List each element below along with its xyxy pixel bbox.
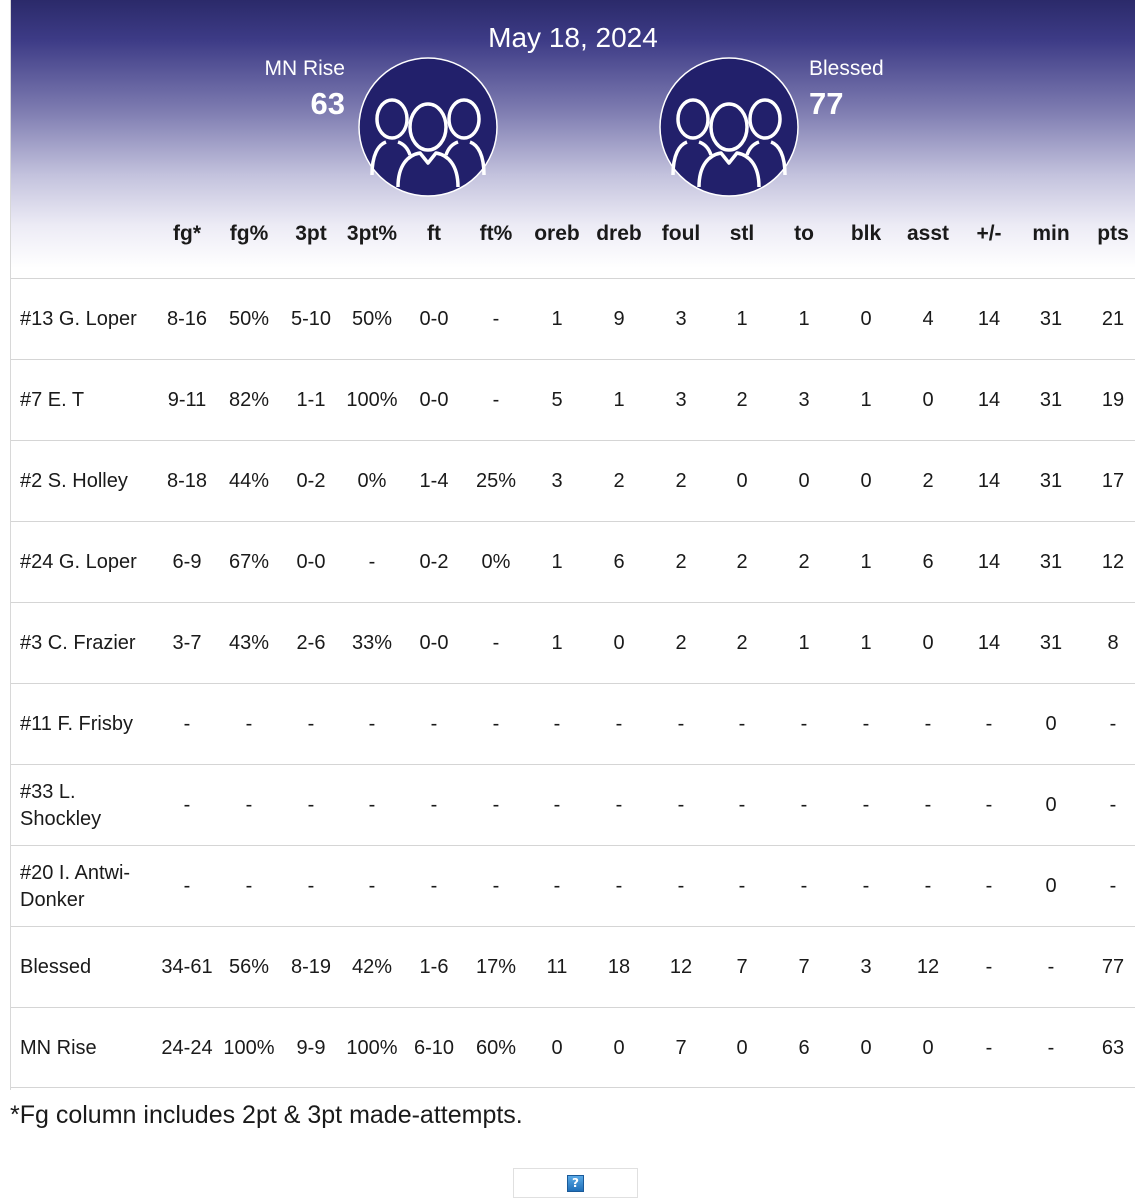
stat-cell: 50%	[228, 308, 270, 330]
stat-cell: 2	[613, 470, 625, 492]
stat-cell: 21	[1101, 308, 1125, 330]
stat-cell: 1-6	[419, 956, 449, 978]
stat-cell: 0	[922, 389, 934, 411]
stat-cell: 1	[860, 551, 872, 573]
stat-cell: -	[492, 389, 500, 411]
stat-cell: -	[245, 794, 253, 816]
stat-cell: 0	[736, 470, 748, 492]
column-header-4[interactable]: ft	[427, 222, 441, 245]
stat-cell: 31	[1039, 470, 1063, 492]
stat-cell: -	[553, 875, 561, 897]
stat-cell: 3-7	[172, 632, 202, 654]
stat-cell: 77	[1101, 956, 1125, 978]
stat-cell: 12	[1101, 551, 1125, 573]
stat-cell: 0-2	[419, 551, 449, 573]
help-icon[interactable]: ?	[567, 1175, 584, 1192]
team-name-cell: Blessed	[20, 956, 92, 978]
stat-cell: -	[985, 713, 993, 735]
stat-cell: -	[615, 713, 623, 735]
stat-cell: 0-2	[296, 470, 326, 492]
footnote: *Fg column includes 2pt & 3pt made-attempts.	[10, 1101, 523, 1129]
stat-cell: 1-1	[296, 389, 326, 411]
stat-cell: -	[800, 794, 808, 816]
stat-cell: 43%	[228, 632, 270, 654]
stat-cell: -	[492, 713, 500, 735]
stat-cell: 8	[1107, 632, 1119, 654]
stat-cell: 2	[675, 470, 687, 492]
stat-cell: 0	[736, 1037, 748, 1059]
stat-cell: 100%	[346, 1037, 398, 1059]
stat-cell: 6-9	[172, 551, 202, 573]
player-name: #24 G. Loper	[20, 551, 137, 573]
stat-cell: 2	[675, 632, 687, 654]
player-name: #11 F. Frisby	[20, 713, 133, 735]
stat-cell: -	[738, 713, 746, 735]
stat-cell: 3	[860, 956, 872, 978]
stat-cell: 0	[798, 470, 810, 492]
stat-cell: 1	[736, 308, 748, 330]
stat-cell: -	[553, 713, 561, 735]
team-name-cell: MN Rise	[20, 1037, 97, 1059]
stat-cell: -	[738, 794, 746, 816]
stat-cell: 1	[551, 632, 563, 654]
stat-cell: 17	[1101, 470, 1125, 492]
column-header-3[interactable]: 3pt%	[346, 222, 398, 245]
home-team-logo-icon[interactable]	[358, 57, 498, 197]
stat-cell: -	[307, 875, 315, 897]
game-header-banner	[11, 0, 1135, 278]
stat-cell: 3	[675, 389, 687, 411]
column-header-8[interactable]: foul	[661, 222, 701, 245]
stat-cell: 100%	[346, 389, 398, 411]
away-team-logo-icon[interactable]	[659, 57, 799, 197]
stat-cell: -	[430, 794, 438, 816]
stat-cell: -	[862, 875, 870, 897]
player-name: #33 L. Shockley	[20, 780, 102, 830]
player-row	[11, 845, 1135, 926]
stat-cell: 1	[860, 632, 872, 654]
stat-cell: 0-0	[296, 551, 326, 573]
stat-cell: -	[307, 713, 315, 735]
column-header-2[interactable]: 3pt	[295, 222, 327, 245]
stat-cell: -	[430, 875, 438, 897]
column-header-11[interactable]: blk	[850, 222, 882, 245]
stat-cell: 25%	[475, 470, 517, 492]
stat-cell: 7	[675, 1037, 687, 1059]
stat-cell: 6	[613, 551, 625, 573]
stat-cell: 1	[798, 308, 810, 330]
stat-cell: -	[183, 875, 191, 897]
player-row	[11, 602, 1135, 683]
stat-cell: -	[553, 794, 561, 816]
stat-cell: 14	[977, 470, 1001, 492]
player-name: #20 I. Antwi-Donker	[20, 861, 131, 911]
stat-cell: -	[615, 794, 623, 816]
player-name: #13 G. Loper	[20, 308, 137, 330]
stat-cell: 14	[977, 389, 1001, 411]
stat-cell: 0%	[357, 470, 387, 492]
player-row	[11, 359, 1135, 440]
stat-cell: -	[492, 794, 500, 816]
box-score-card	[10, 0, 1135, 1090]
stat-cell: 2	[922, 470, 934, 492]
stat-cell: 56%	[228, 956, 270, 978]
stat-cell: 14	[977, 308, 1001, 330]
stat-cell: 14	[977, 632, 1001, 654]
stat-cell: -	[430, 713, 438, 735]
stat-cell: 42%	[351, 956, 393, 978]
stat-cell: -	[368, 713, 376, 735]
stat-cell: 31	[1039, 308, 1063, 330]
column-header-10[interactable]: to	[794, 222, 814, 245]
stat-cell: -	[1109, 794, 1117, 816]
stat-cell: -	[924, 875, 932, 897]
player-row	[11, 278, 1135, 359]
stat-cell: 0	[1045, 713, 1057, 735]
stat-cell: -	[492, 875, 500, 897]
stat-cell: 63	[1101, 1037, 1125, 1059]
home-team-name: MN Rise	[264, 57, 345, 80]
stat-cell: 24-24	[161, 1037, 213, 1059]
column-header-12[interactable]: asst	[906, 222, 950, 245]
stat-cell: 0	[860, 1037, 872, 1059]
stat-cell: 6	[798, 1037, 810, 1059]
stat-cell: 2	[675, 551, 687, 573]
stat-cell: 67%	[228, 551, 270, 573]
stat-cell: -	[368, 875, 376, 897]
column-header-1[interactable]: fg%	[229, 222, 269, 245]
stat-cell: 9	[613, 308, 625, 330]
stat-cell: 0	[922, 632, 934, 654]
stat-cell: 6	[922, 551, 934, 573]
stat-cell: -	[245, 875, 253, 897]
stat-cell: -	[245, 713, 253, 735]
stat-cell: 2-6	[296, 632, 326, 654]
stat-cell: 9-9	[296, 1037, 326, 1059]
stat-cell: 18	[607, 956, 631, 978]
stat-cell: 2	[736, 551, 748, 573]
home-team-score: 63	[310, 86, 345, 121]
stat-cell: 12	[916, 956, 940, 978]
stat-cell: 6-10	[413, 1037, 455, 1059]
column-header-15[interactable]: pts	[1097, 222, 1129, 245]
stat-cell: -	[1047, 956, 1055, 978]
stat-cell: -	[924, 713, 932, 735]
stat-cell: 0	[551, 1037, 563, 1059]
stat-cell: 7	[798, 956, 810, 978]
stat-cell: 50%	[351, 308, 393, 330]
stat-cell: 31	[1039, 632, 1063, 654]
stat-cell: 14	[977, 551, 1001, 573]
column-header-9[interactable]: stl	[729, 222, 755, 245]
stat-cell: -	[862, 794, 870, 816]
stat-cell: 1	[860, 389, 872, 411]
stats-column-header	[11, 222, 1135, 254]
stat-cell: 0	[922, 1037, 934, 1059]
stat-cell: 17%	[475, 956, 517, 978]
column-header-13[interactable]: +/-	[976, 222, 1002, 245]
stat-cell: 2	[736, 389, 748, 411]
team-total-row	[11, 1007, 1135, 1088]
stat-cell: 2	[798, 551, 810, 573]
stat-cell: 4	[922, 308, 934, 330]
stat-cell: 1	[551, 551, 563, 573]
player-row	[11, 521, 1135, 602]
stat-cell: -	[615, 875, 623, 897]
stat-cell: -	[1109, 875, 1117, 897]
stat-cell: 0	[1045, 875, 1057, 897]
stat-cell: 31	[1039, 551, 1063, 573]
stat-cell: -	[677, 794, 685, 816]
stat-cell: 19	[1101, 389, 1125, 411]
stat-cell: -	[800, 713, 808, 735]
stat-cell: 11	[546, 956, 568, 978]
stat-cell: 0	[1045, 794, 1057, 816]
stat-cell: -	[492, 308, 500, 330]
column-header-14[interactable]: min	[1032, 222, 1070, 245]
away-team-name: Blessed	[809, 57, 884, 80]
stat-cell: -	[985, 956, 993, 978]
stat-cell: 5	[551, 389, 563, 411]
stat-cell: 34-61	[161, 956, 213, 978]
stat-cell: 7	[736, 956, 748, 978]
stat-cell: 0	[860, 308, 872, 330]
stat-cell: 1-4	[419, 470, 449, 492]
stat-cell: 1	[551, 308, 563, 330]
stat-cell: 60%	[475, 1037, 517, 1059]
stat-cell: -	[924, 794, 932, 816]
player-row	[11, 440, 1135, 521]
stat-cell: 0	[613, 1037, 625, 1059]
stat-cell: 44%	[228, 470, 270, 492]
away-team-score: 77	[809, 86, 844, 121]
stat-cell: 8-16	[166, 308, 208, 330]
column-header-7[interactable]: dreb	[596, 222, 642, 245]
stat-cell: 2	[736, 632, 748, 654]
stat-cell: 100%	[223, 1037, 275, 1059]
stat-cell: -	[985, 875, 993, 897]
player-name: #3 C. Frazier	[20, 632, 136, 654]
stat-cell: 0%	[481, 551, 511, 573]
stat-cell: 0-0	[419, 308, 449, 330]
stat-cell: 0	[860, 470, 872, 492]
team-total-row	[11, 926, 1135, 1007]
stat-cell: -	[677, 713, 685, 735]
stat-cell: 3	[551, 470, 563, 492]
stat-cell: 0	[613, 632, 625, 654]
stat-cell: 3	[675, 308, 687, 330]
stat-cell: -	[862, 713, 870, 735]
stat-cell: -	[738, 875, 746, 897]
column-header-5[interactable]: ft%	[479, 222, 513, 245]
player-name: #2 S. Holley	[20, 470, 128, 492]
stat-cell: -	[677, 875, 685, 897]
stat-cell: -	[183, 794, 191, 816]
player-name: #7 E. T	[20, 389, 85, 411]
stat-cell: -	[985, 1037, 993, 1059]
column-header-6[interactable]: oreb	[534, 222, 580, 245]
stat-cell: 8-19	[290, 956, 332, 978]
stat-cell: 0-0	[419, 632, 449, 654]
stat-cell: 1	[798, 632, 810, 654]
stat-cell: 3	[798, 389, 810, 411]
stat-cell: -	[183, 713, 191, 735]
player-row	[11, 683, 1135, 764]
stat-cell: -	[492, 632, 500, 654]
stat-cell: -	[368, 551, 376, 573]
stat-cell: 82%	[228, 389, 270, 411]
game-date: May 18, 2024	[488, 22, 658, 53]
stat-cell: 5-10	[290, 308, 332, 330]
stat-cell: -	[800, 875, 808, 897]
stat-cell: -	[307, 794, 315, 816]
column-header-0[interactable]: fg*	[173, 222, 201, 245]
stat-cell: 8-18	[166, 470, 208, 492]
stat-cell: 1	[613, 389, 625, 411]
stat-cell: 12	[669, 956, 693, 978]
help-button[interactable]	[513, 1168, 638, 1198]
player-row	[11, 764, 1135, 845]
stat-cell: 33%	[351, 632, 393, 654]
stat-cell: -	[985, 794, 993, 816]
stat-cell: 9-11	[167, 389, 207, 411]
stat-cell: -	[1109, 713, 1117, 735]
stat-cell: 0-0	[419, 389, 449, 411]
stat-cell: -	[368, 794, 376, 816]
stat-cell: -	[1047, 1037, 1055, 1059]
stat-cell: 31	[1039, 389, 1063, 411]
